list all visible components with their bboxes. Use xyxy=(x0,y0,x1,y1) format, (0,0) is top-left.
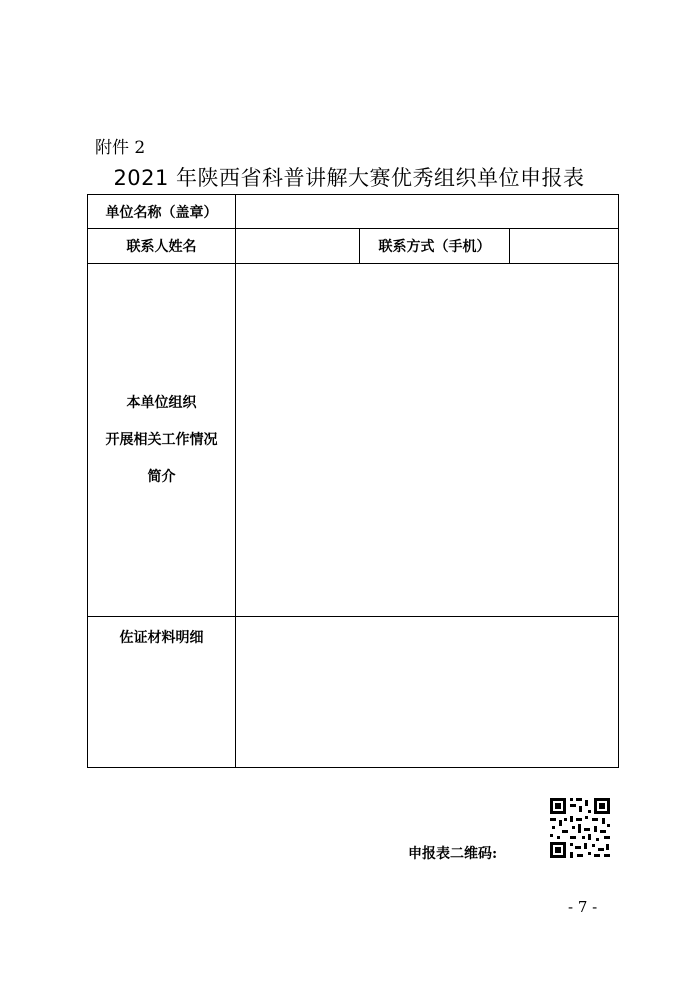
evidence-row xyxy=(88,617,619,768)
evidence-field[interactable] xyxy=(236,617,619,768)
page-number: - 7 - xyxy=(568,898,598,916)
contact-method-label: 联系方式（手机） xyxy=(360,229,510,264)
unit-name-field[interactable] xyxy=(236,195,619,229)
summary-label xyxy=(88,264,236,617)
contact-person-label: 联系人姓名 xyxy=(88,229,236,264)
summary-label-line: 开展相关工作情况 xyxy=(105,431,218,448)
qr-code-label: 申报表二维码: xyxy=(408,846,498,862)
form-title: 2021 年陕西省科普讲解大赛优秀组织单位申报表 xyxy=(113,166,585,190)
unit-name-label: 单位名称（盖章） xyxy=(88,195,236,229)
contact-method-field[interactable] xyxy=(510,229,619,264)
qr-code-image xyxy=(548,796,612,860)
attachment-label: 附件 2 xyxy=(95,138,146,158)
unit-name-row xyxy=(88,195,619,229)
summary-field[interactable] xyxy=(236,264,619,617)
application-form-table xyxy=(87,194,619,768)
summary-row xyxy=(88,264,619,617)
evidence-label: 佐证材料明细 xyxy=(88,617,236,768)
summary-label-line: 简介 xyxy=(147,468,176,485)
contact-person-field[interactable] xyxy=(236,229,360,264)
summary-label-line: 本单位组织 xyxy=(126,394,197,411)
contact-row xyxy=(88,229,619,264)
